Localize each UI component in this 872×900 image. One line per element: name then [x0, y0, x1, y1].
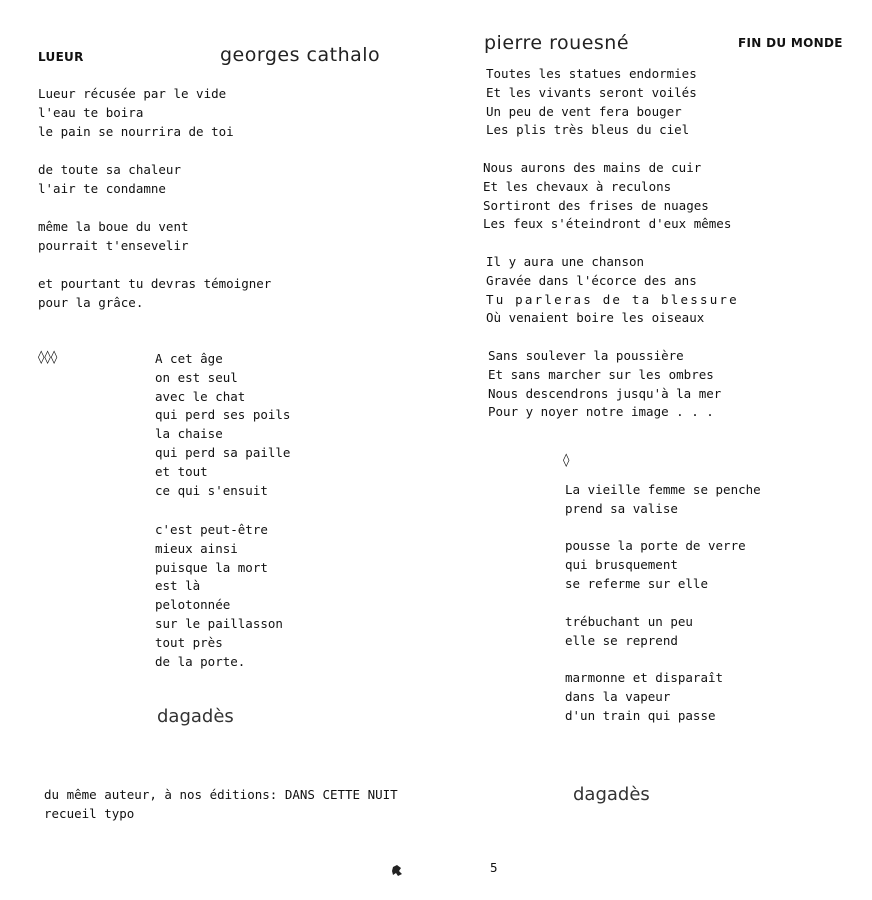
verse-line: est là — [155, 578, 201, 594]
poem-fin-stanza-2 — [483, 159, 731, 234]
poem-lueur-stanza-1 — [38, 85, 234, 141]
verse-line: même la boue du vent — [38, 219, 189, 234]
verse-line: qui brusquement — [565, 556, 678, 572]
verse-line: Et les vivants seront voilés — [486, 84, 697, 100]
verse-line: prend sa valise — [565, 500, 678, 516]
verse-line: se referme sur elle — [565, 575, 708, 591]
verse-line: pelotonnée — [155, 597, 231, 613]
verse-line: Sans soulever la poussière — [488, 348, 684, 363]
verse-line: d'un train qui passe — [565, 707, 716, 723]
footer-note — [44, 786, 398, 824]
footer-line: du même auteur, à nos éditions: DANS CETTE NUIT — [44, 787, 398, 802]
verse-line: Nous aurons des mains de cuir — [483, 160, 702, 175]
author-name-right: pierre rouesné — [484, 32, 630, 54]
verse-line: Sortiront des frises de nuages — [483, 197, 709, 213]
page-number: 5 — [490, 860, 498, 875]
printer-mark-icon — [390, 864, 404, 878]
verse-line: Où venaient boire les oiseaux — [486, 310, 705, 326]
verse-line: elle se reprend — [565, 632, 678, 648]
poem-age-stanza-2 — [155, 521, 283, 671]
separator-diamonds: ◊◊◊ — [38, 350, 58, 365]
publisher-logo-right: dagadès — [573, 784, 650, 805]
verse-line: l'air te condamne — [38, 180, 166, 196]
poem-vieille-stanza-3 — [565, 613, 693, 651]
verse-line: la chaise — [155, 426, 223, 442]
verse-line: Les plis très bleus du ciel — [486, 122, 690, 138]
verse-line: Il y aura une chanson — [486, 254, 645, 269]
verse-line: l'eau te boira — [38, 104, 144, 120]
verse-line: Un peu de vent fera bouger — [486, 103, 682, 119]
verse-line: trébuchant un peu — [565, 614, 693, 629]
verse-line: c'est peut-être — [155, 522, 268, 537]
verse-line: Nous descendrons jusqu'à la mer — [488, 385, 722, 401]
poem-lueur-stanza-4 — [38, 275, 271, 313]
verse-line: Pour y noyer notre image . . . — [488, 404, 714, 420]
verse-line: Toutes les statues endormies — [486, 66, 697, 81]
verse-line: avec le chat — [155, 388, 246, 404]
poem-fin-stanza-1 — [486, 65, 697, 140]
poem-title-fin-du-monde: FIN DU MONDE — [738, 36, 843, 50]
verse-line: mieux ainsi — [155, 540, 238, 556]
verse-line: A cet âge — [155, 351, 223, 366]
verse-line: pousse la porte de verre — [565, 538, 746, 553]
poem-vieille-stanza-1 — [565, 481, 761, 519]
verse-line: Et les chevaux à reculons — [483, 178, 672, 194]
verse-line: dans la vapeur — [565, 688, 671, 704]
verse-line: pour la grâce. — [38, 294, 144, 310]
verse-line: Les feux s'éteindront d'eux mêmes — [483, 216, 732, 232]
verse-line: et pourtant tu devras témoigner — [38, 276, 272, 291]
poem-age-stanza-1 — [155, 350, 290, 500]
verse-line: qui perd ses poils — [155, 407, 291, 423]
verse-line: Lueur récusée par le vide — [38, 86, 227, 101]
verse-line: tout près — [155, 634, 223, 650]
poem-fin-stanza-4 — [488, 347, 721, 422]
separator-diamond: ◊ — [563, 453, 570, 468]
verse-line: le pain se nourrira de toi — [38, 123, 234, 139]
poem-lueur-stanza-3 — [38, 218, 189, 256]
poem-lueur-stanza-2 — [38, 161, 181, 199]
verse-line: pourrait t'ensevelir — [38, 237, 189, 253]
verse-line: Tu parleras de ta blessure — [486, 291, 739, 307]
poem-title-lueur: LUEUR — [38, 50, 84, 64]
verse-line: Gravée dans l'écorce des ans — [486, 272, 697, 288]
verse-line: on est seul — [155, 369, 238, 385]
verse-line: La vieille femme se penche — [565, 482, 761, 497]
verse-line: puisque la mort — [155, 559, 268, 575]
verse-line: qui perd sa paille — [155, 444, 291, 460]
verse-line: sur le paillasson — [155, 615, 283, 631]
verse-line: de toute sa chaleur — [38, 162, 181, 177]
verse-line: marmonne et disparaît — [565, 670, 724, 685]
verse-line: ce qui s'ensuit — [155, 482, 268, 498]
poem-vieille-stanza-2 — [565, 537, 746, 593]
publisher-logo-left: dagadès — [157, 706, 234, 727]
verse-line: de la porte. — [155, 653, 246, 669]
verse-line: et tout — [155, 463, 208, 479]
verse-line: Et sans marcher sur les ombres — [488, 366, 714, 382]
poem-vieille-stanza-4 — [565, 669, 723, 725]
poem-fin-stanza-3 — [486, 253, 739, 328]
footer-line: recueil typo — [44, 805, 135, 821]
author-name-left: georges cathalo — [220, 44, 381, 66]
